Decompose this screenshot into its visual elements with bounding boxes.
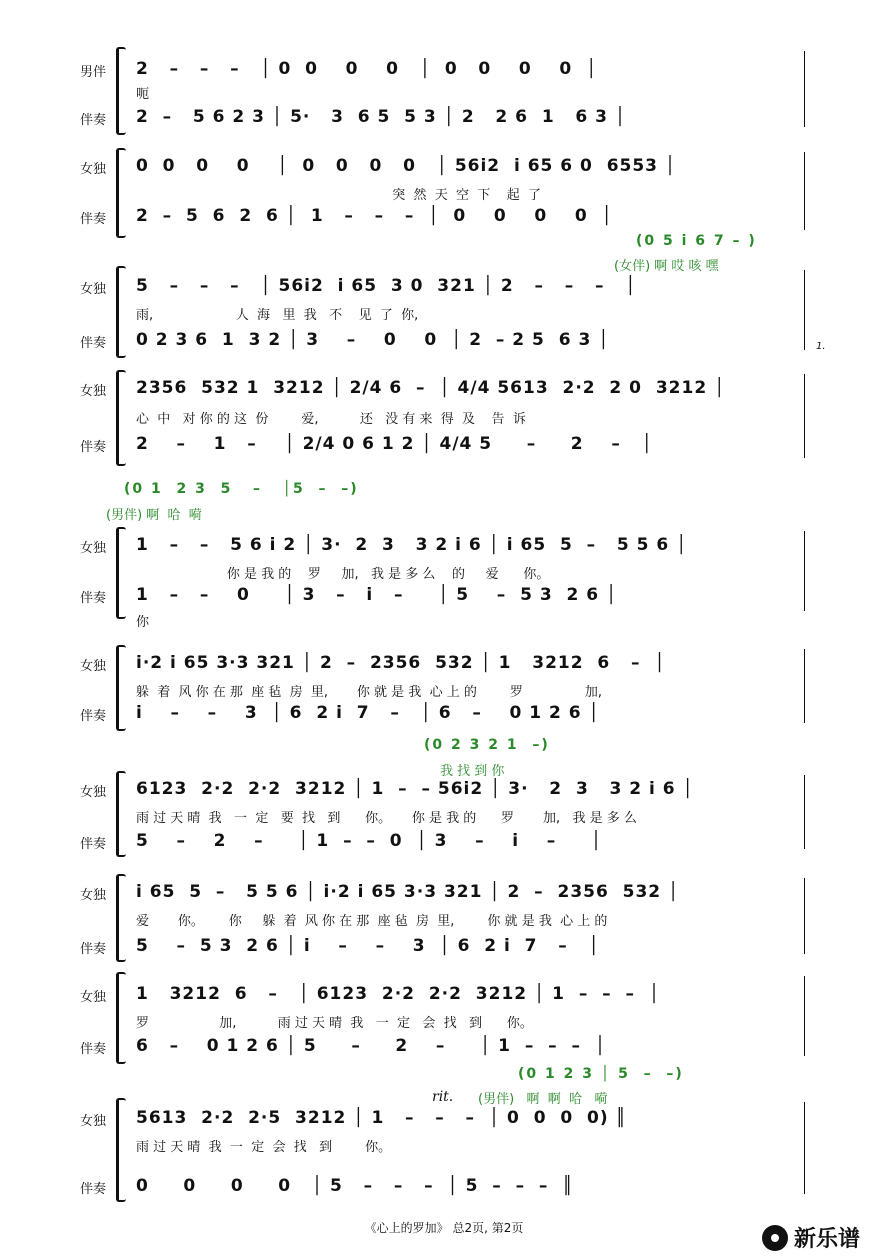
notation-line: 5 – – – │ 56i2 i 65 3 0 321 │ 2 – – – │: [136, 276, 637, 296]
notation-line: 2 – 5 6 2 3 │ 5· 3 6 5 5 3 │ 2 2 6 1 6 3 │: [136, 107, 627, 127]
system-brace: [116, 266, 126, 358]
system-brace: [116, 645, 126, 731]
notation-line: 2356 532 1 3212 │ 2/4 6 – │ 4/4 5613 2·2 2 0 3212 │: [136, 378, 726, 398]
score-system: [0, 645, 888, 731]
part-label: 女独: [80, 384, 107, 399]
score-system: [0, 874, 888, 962]
annotation-find-you-text: 我 找 到 你: [440, 764, 505, 779]
annotation-male-accomp-text: (男伴) 啊 哈 嗬: [106, 508, 202, 523]
notation-line: 5 – 2 – │ 1 – – 0 │ 3 – i – │: [136, 831, 603, 851]
notation-line: i – – 3 │ 6 2 i 7 – │ 6 – 0 1 2 6 │: [136, 703, 600, 723]
part-label: 伴奏: [80, 709, 107, 724]
disc-icon: [762, 1225, 788, 1251]
notation-line: 2 – – – │ 0 0 0 0 │ 0 0 0 0 │: [136, 59, 598, 79]
notation-line: 5 – 5 3 2 6 │ i – – 3 │ 6 2 i 7 – │: [136, 936, 600, 956]
lyric-line: 你 是 我 的 罗 加, 我 是 多 么 的 爱 你。: [136, 567, 550, 582]
part-label: 伴奏: [80, 440, 107, 455]
part-label: 女独: [80, 541, 107, 556]
part-label: 伴奏: [80, 1182, 107, 1197]
score-system: [0, 527, 888, 630]
lyric-line: 雨, 人 海 里 我 不 见 了 你,: [136, 308, 419, 323]
part-label: 女独: [80, 785, 107, 800]
notation-line: 0 0 0 0 │ 5 – – – │ 5 – – – ║: [136, 1176, 574, 1196]
annotation-find-you-notes: (0 2 3 2 1 –): [424, 737, 550, 753]
system-brace: [116, 874, 126, 962]
first-ending-mark: 1.: [816, 341, 826, 352]
notation-line: 2 – 5 6 2 6 │ 1 – – – │ 0 0 0 0 │: [136, 206, 613, 226]
lyric-line: 心 中 对 你 的 这 份 爱, 还 没 有 来 得 及 告 诉: [136, 412, 526, 427]
notation-line: 6 – 0 1 2 6 │ 5 – 2 – │ 1 – – – │: [136, 1036, 607, 1056]
notation-line: 0 2 3 6 1 3 2 │ 3 – 0 0 │ 2 – 2 5 6 3 │: [136, 330, 610, 350]
lyric-line: 雨 过 天 晴 我 一 定 会 找 到 你。: [136, 1140, 392, 1155]
annotation-male-accomp2-text: (男伴) 啊 啊 哈 嗬: [478, 1092, 608, 1107]
notation-line: 1 3212 6 – │ 6123 2·2 2·2 3212 │ 1 – – – │: [136, 984, 661, 1004]
part-label: 伴奏: [80, 591, 107, 606]
end-barline: [804, 976, 805, 1056]
notation-line: 0 0 0 0 │ 0 0 0 0 │ 56i2 i 65 6 0 6553 │: [136, 156, 677, 176]
end-barline: [804, 531, 805, 611]
end-barline: [804, 51, 805, 127]
part-label: 伴奏: [80, 942, 107, 957]
notation-line: 2 – 1 – │ 2/4 0 6 1 2 │ 4/4 5 – 2 – │: [136, 434, 653, 454]
score-system: [0, 47, 888, 135]
score-system: [0, 148, 888, 238]
site-logo: [762, 1222, 860, 1253]
lyric-line: 你: [136, 615, 150, 630]
system-brace: [116, 527, 126, 619]
end-barline: [804, 1102, 805, 1194]
system-brace: [116, 972, 126, 1064]
annotation-male-accomp2-notes: (0 1 2 3 │ 5 – –): [518, 1066, 684, 1082]
part-label: 伴奏: [80, 113, 107, 128]
score-system: [0, 370, 888, 466]
ritardando-mark: rit.: [432, 1089, 454, 1105]
end-barline: [804, 775, 805, 849]
system-brace: [116, 1098, 126, 1202]
part-label: 伴奏: [80, 1042, 107, 1057]
part-label: 女独: [80, 162, 107, 177]
notation-line: i 65 5 – 5 5 6 │ i·2 i 65 3·3 321 │ 2 – 2356 532 │: [136, 882, 680, 902]
lyric-line: 突 然 天 空 下 起 了: [136, 188, 542, 203]
end-barline: [804, 649, 805, 723]
annotation-female-accomp-text: (女伴) 啊 哎 咳 嘿: [614, 259, 719, 274]
end-barline: [804, 270, 805, 350]
page-footer: 《心上的罗加》 总2页, 第2页: [364, 1221, 524, 1235]
system-brace: [116, 370, 126, 466]
system-brace: [116, 771, 126, 857]
end-barline: [804, 374, 805, 458]
notation-line: 6123 2·2 2·2 3212 │ 1 – – 56i2 │ 3· 2 3 3 2 i 6 │: [136, 779, 694, 799]
lyric-line: 呃: [136, 87, 150, 102]
part-label: 女独: [80, 888, 107, 903]
lyric-line: 爱 你。 你 躲 着 风 你 在 那 座 毡 房 里, 你 就 是 我 心 上 的: [136, 914, 608, 929]
annotation-female-accomp-notes: (0 5 i 6 7 – ): [636, 233, 757, 249]
part-label: 女独: [80, 659, 107, 674]
score-system: [0, 972, 888, 1064]
part-label: 男伴: [80, 65, 107, 80]
part-label: 女独: [80, 282, 107, 297]
notation-line: i·2 i 65 3·3 321 │ 2 – 2356 532 │ 1 3212 6 – │: [136, 653, 666, 673]
part-label: 伴奏: [80, 212, 107, 227]
part-label: 女独: [80, 1114, 107, 1129]
notation-line: 1 – – 0 │ 3 – i – │ 5 – 5 3 2 6 │: [136, 585, 618, 605]
part-label: 伴奏: [80, 837, 107, 852]
score-system: [0, 771, 888, 857]
lyric-line: 罗 加, 雨 过 天 晴 我 一 定 会 找 到 你。: [136, 1016, 533, 1031]
lyric-line: 雨 过 天 晴 我 一 定 要 找 到 你。 你 是 我 的 罗 加, 我 是 多 么: [136, 811, 637, 826]
system-brace: [116, 148, 126, 238]
notation-line: 1 – – 5 6 i 2 │ 3· 2 3 3 2 i 6 │ i 65 5 – 5 5 6 │: [136, 535, 688, 555]
system-brace: [116, 47, 126, 135]
notation-line: 5613 2·2 2·5 3212 │ 1 – – – │ 0 0 0 0) ║: [136, 1108, 627, 1128]
logo-text: 新乐谱: [794, 1227, 861, 1252]
part-label: 伴奏: [80, 336, 107, 351]
score-system: [0, 266, 888, 358]
score-system: [0, 1098, 888, 1202]
annotation-male-accomp-notes: (0 1 2 3 5 – │5 – –): [124, 481, 359, 497]
part-label: 女独: [80, 990, 107, 1005]
end-barline: [804, 878, 805, 954]
lyric-line: 躲 着 风 你 在 那 座 毡 房 里, 你 就 是 我 心 上 的 罗 加,: [136, 685, 603, 700]
end-barline: [804, 152, 805, 230]
